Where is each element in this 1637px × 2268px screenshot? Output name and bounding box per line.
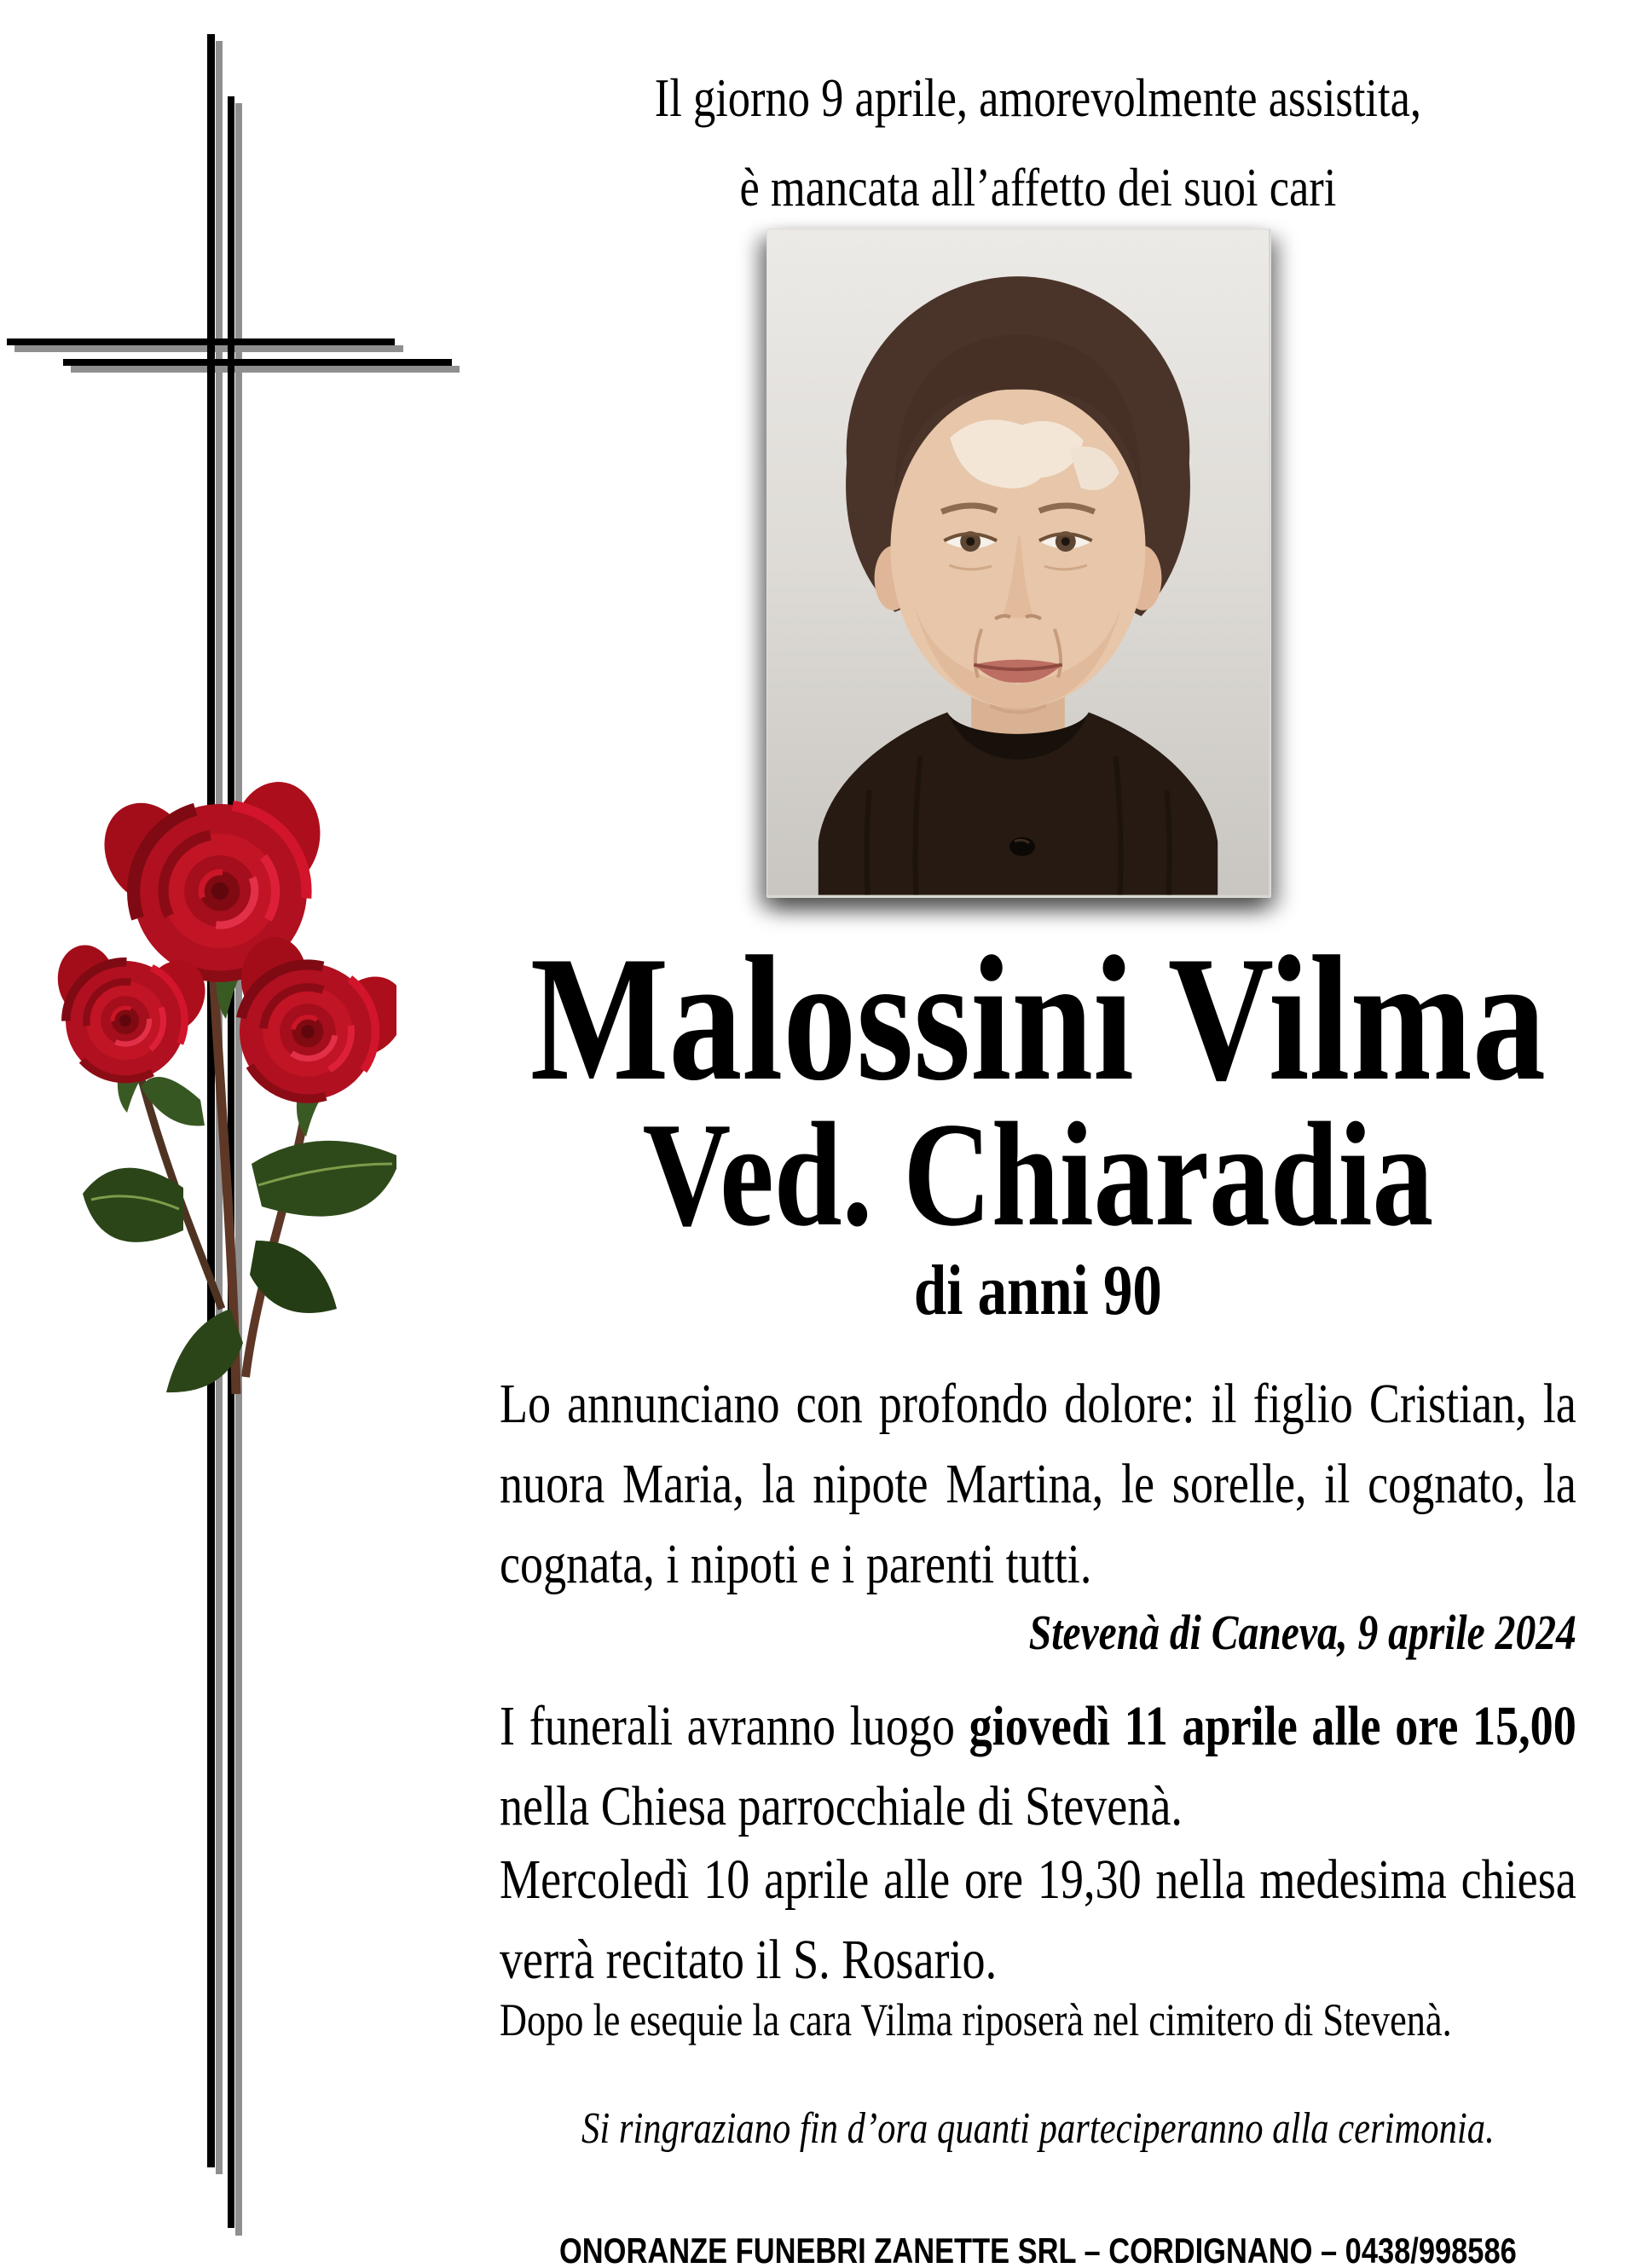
deceased-widow-title: Ved. Chiaradia (642, 1091, 1434, 1257)
family-line-1: Lo annunciano con profondo dolore: il figlio Cristian, la (500, 1373, 1576, 1435)
cross-horizontal-black-line-2 (63, 359, 452, 366)
burial-line: Dopo le esequie la cara Vilma riposerà nel cimitero di Stevenà. (500, 1994, 1452, 2045)
deceased-age: di anni 90 (913, 1251, 1162, 1330)
funeral-time-regular: I funerali avranno luogo (500, 1695, 969, 1757)
funeral-line-2: nella Chiesa parrocchiale di Stevenà. (500, 1775, 1183, 1837)
cross-horizontal-black-line-1 (7, 338, 395, 345)
rosary-paragraph (500, 1840, 1576, 2000)
intro-line-2: è mancata all’affetto dei suoi cari (739, 157, 1337, 217)
thanks-line: Si ringraziano fin d’ora quanti parteciperanno alla cerimonia. (581, 2104, 1495, 2153)
footer-agency-line: ONORANZE FUNEBRI ZANETTE SRL – CORDIGNANO – 0438/998586 (559, 2230, 1517, 2268)
family-announcement-paragraph (500, 1364, 1576, 1605)
intro-line-1: Il giorno 9 aprile, amorevolmente assistita, (654, 67, 1422, 128)
funeral-time-bold: giovedì 11 aprile alle ore 15,00 (969, 1695, 1576, 1757)
funeral-line-1 (500, 1687, 1576, 1767)
deceased-name: Malossini Vilma (529, 920, 1546, 1118)
family-line-3: cognata, i nipoti e i parenti tutti. (500, 1533, 1092, 1595)
text-column (500, 0, 1576, 2268)
cross-horizontal-gray-line-2 (71, 366, 460, 373)
funeral-paragraph (500, 1687, 1576, 1847)
roses-image (38, 763, 396, 1398)
dateline: Stevenà di Caneva, 9 aprile 2024 (1028, 1605, 1576, 1660)
rose-leaves (83, 1077, 396, 1392)
intro-text (500, 53, 1576, 232)
rosary-line-1: Mercoledì 10 aprile alle ore 19,30 nella medesima chiesa (500, 1849, 1576, 1911)
family-line-2: nuora Maria, la nipote Martina, le sorelle, il cognato, la (500, 1453, 1576, 1515)
rosary-line-2: verrà recitato il S. Rosario. (500, 1929, 998, 1991)
